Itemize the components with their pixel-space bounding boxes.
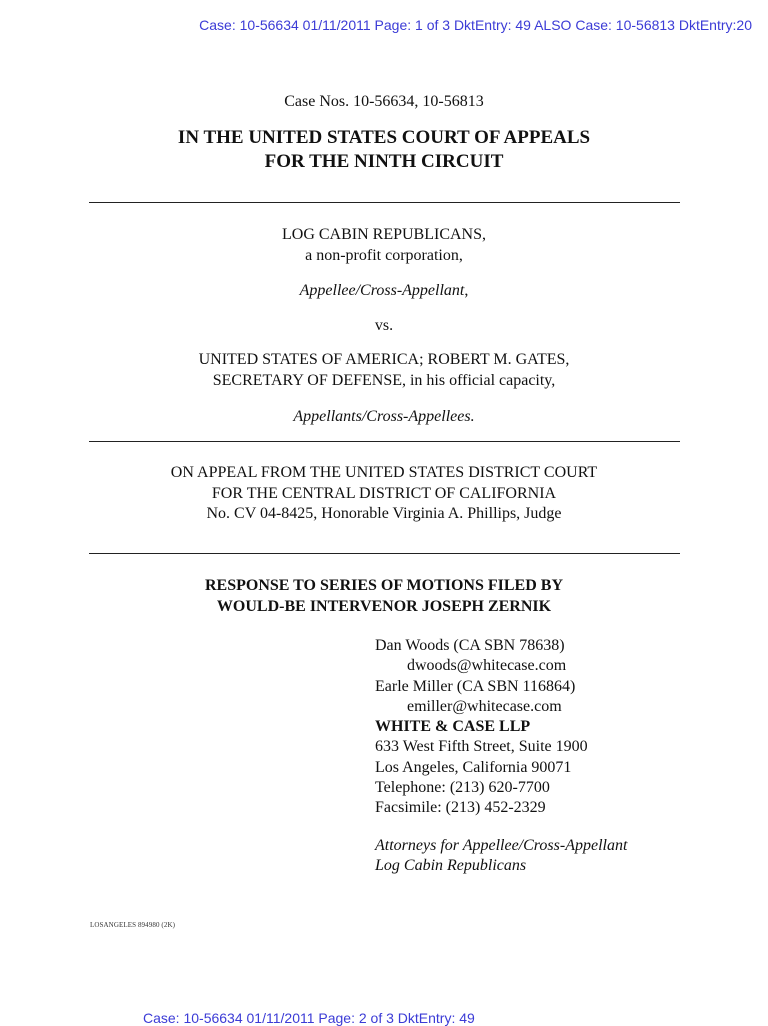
appellee-block (0, 225, 768, 266)
appeal-line1: ON APPEAL FROM THE UNITED STATES DISTRICT COURT (170, 464, 598, 481)
attorneys-for-line2: Log Cabin Republicans (375, 857, 527, 875)
attorney-1-email: dwoods@whitecase.com (407, 657, 567, 675)
appellee-role-suffix: , (464, 282, 469, 299)
appellant-role-suffix: . (470, 408, 475, 425)
appellant-role-line (0, 407, 768, 428)
counsel-block (375, 636, 588, 819)
firm-name: WHITE & CASE LLP (375, 718, 531, 736)
appeal-line2: FOR THE CENTRAL DISTRICT OF CALIFORNIA (211, 484, 557, 502)
filing-header-stamp: Case: 10-56634 01/11/2011 Page: 1 of 3 DktEntry: 49 ALSO Case: 10-56813 DktEntry:20 (199, 17, 752, 33)
next-page-header-stamp: Case: 10-56634 01/11/2011 Page: 2 of 3 DktEntry: 49 (143, 1010, 475, 1026)
attorney-1: Dan Woods (CA SBN 78638) (375, 637, 565, 654)
court-name-line1: IN THE UNITED STATES COURT OF APPEALS (177, 127, 591, 148)
document-footer-code: LOSANGELES 894980 (2K) (90, 921, 176, 929)
appellant-line2: SECRETARY OF DEFENSE, in his official capacity, (212, 371, 556, 389)
firm-address-2: Los Angeles, California 90071 (375, 758, 572, 776)
document-title (0, 576, 768, 617)
attorney-2: Earle Miller (CA SBN 116864) (375, 677, 576, 695)
document-title-line1: RESPONSE TO SERIES OF MOTIONS FILED BY (204, 577, 564, 594)
appellee-role: Appellee/Cross-Appellant (299, 282, 465, 299)
firm-telephone: Telephone: (213) 620-7700 (375, 779, 550, 797)
divider-2 (89, 441, 680, 442)
divider-1 (89, 202, 680, 203)
appellee-role-line (0, 281, 768, 302)
firm-facsimile: Facsimile: (213) 452-2329 (375, 799, 546, 817)
firm-address-1: 633 West Fifth Street, Suite 1900 (375, 738, 588, 756)
appellant-line1: UNITED STATES OF AMERICA; ROBERT M. GATES, (198, 351, 570, 368)
appeal-line3: No. CV 04-8425, Honorable Virginia A. Phillips, Judge (206, 505, 562, 522)
court-name-line2: FOR THE NINTH CIRCUIT (264, 151, 504, 172)
document-title-line2: WOULD-BE INTERVENOR JOSEPH ZERNIK (216, 597, 552, 615)
attorney-2-email: emiller@whitecase.com (407, 697, 562, 715)
court-name (0, 126, 768, 174)
versus: vs. (374, 317, 394, 334)
appellee-description: a non-profit corporation, (305, 246, 463, 264)
appeal-block (0, 463, 768, 525)
appellant-block (0, 350, 768, 391)
divider-3 (89, 553, 680, 554)
appellee-name: LOG CABIN REPUBLICANS, (281, 226, 486, 243)
case-numbers: Case Nos. 10-56634, 10-56813 (284, 93, 484, 110)
appellant-role: Appellants/Cross-Appellees (293, 408, 471, 425)
attorneys-for-line1: Attorneys for Appellee/Cross-Appellant (375, 837, 628, 854)
attorneys-for-block (375, 836, 627, 877)
